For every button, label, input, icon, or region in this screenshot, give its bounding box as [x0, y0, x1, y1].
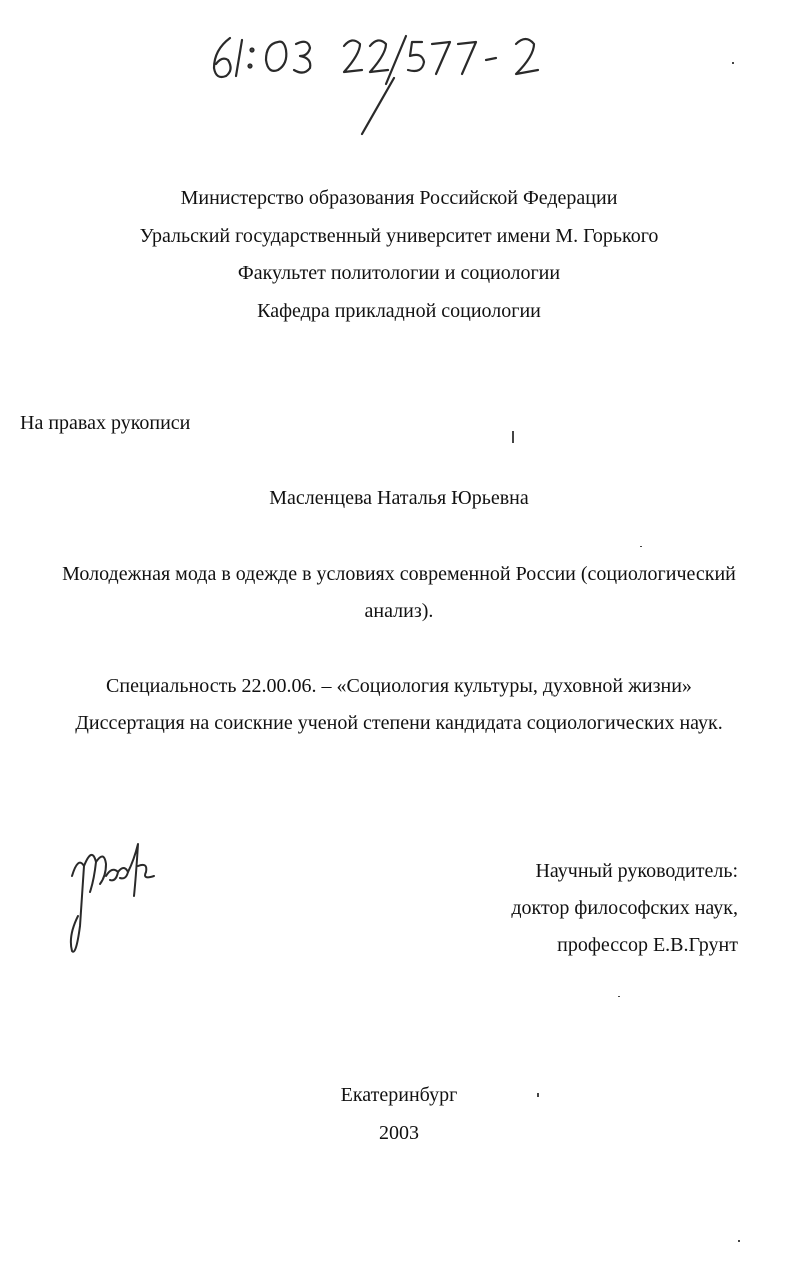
department-heading: Кафедра прикладной социологии	[257, 300, 541, 322]
manuscript-rights: На правах рукописи	[20, 412, 191, 434]
university-heading: Уральский государственный университет имени М. Горького	[139, 225, 659, 247]
scan-speck	[738, 1240, 740, 1242]
scan-speck	[537, 1093, 539, 1097]
supervisor-name: профессор Е.В.Грунт	[557, 934, 738, 956]
city: Екатеринбург	[340, 1084, 458, 1106]
specialty-line: Специальность 22.00.06. – «Социология культуры, духовной жизни»	[106, 675, 692, 697]
ministry-heading: Министерство образования Российской Федерации	[180, 187, 618, 209]
scan-speck	[618, 996, 620, 997]
faculty-heading: Факультет политологии и социологии	[237, 262, 561, 284]
archive-stamp	[200, 28, 560, 148]
dissertation-title-line-2: анализ).	[364, 600, 434, 622]
scan-speck	[640, 546, 642, 547]
year: 2003	[379, 1122, 419, 1144]
author-name: Масленцева Наталья Юрьевна	[269, 487, 529, 509]
scan-speck	[732, 62, 734, 64]
author-signature	[62, 836, 172, 966]
dissertation-note: Диссертация на соискние ученой степени кандидата социологических наук.	[75, 712, 723, 734]
supervisor-label: Научный руководитель:	[535, 860, 738, 882]
dissertation-title-line-1: Молодежная мода в одежде в условиях современной России (социологический	[62, 563, 736, 585]
supervisor-degree: доктор философских наук,	[511, 897, 738, 919]
scan-mark	[512, 431, 514, 443]
